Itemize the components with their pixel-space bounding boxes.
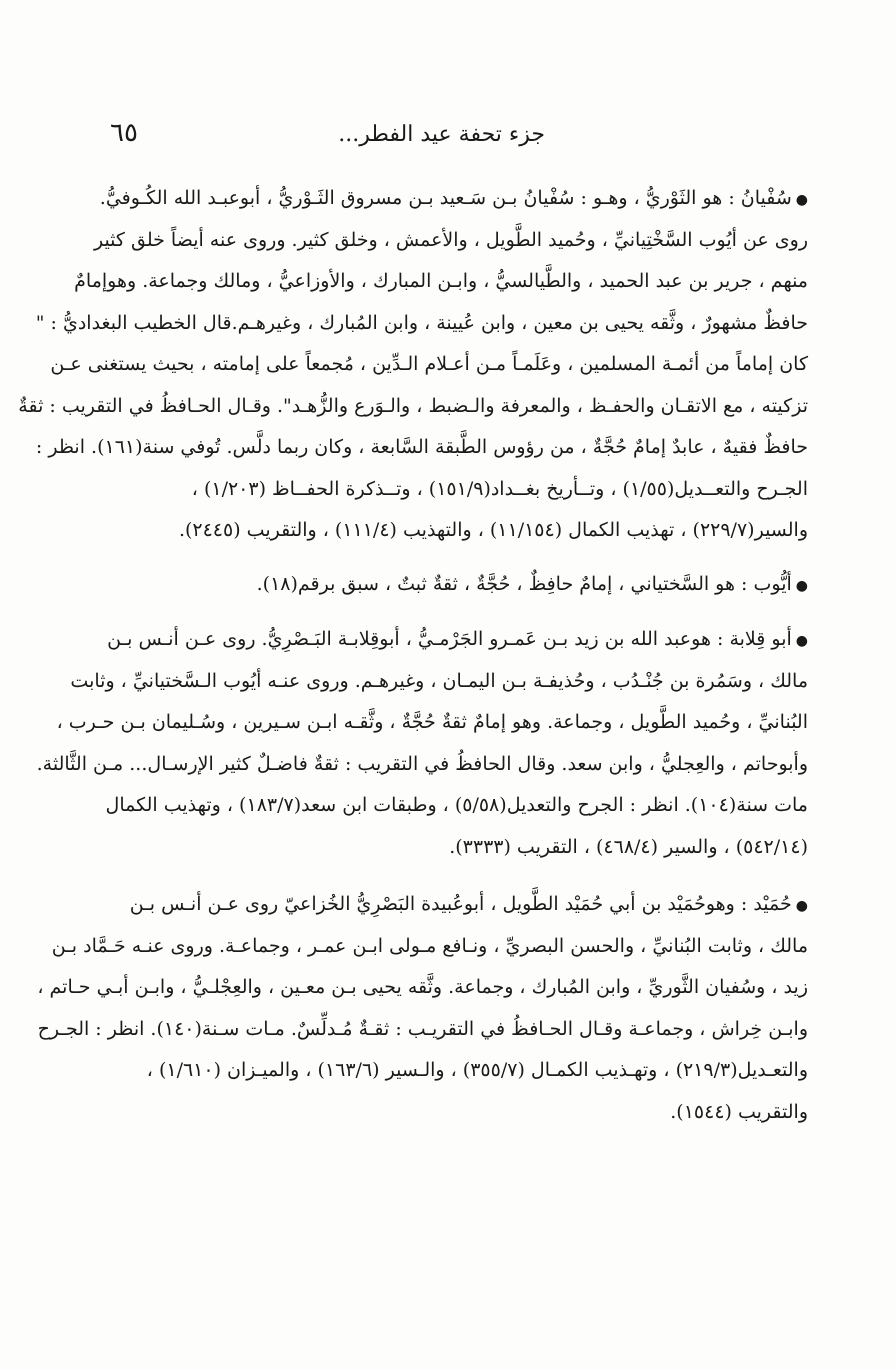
text-line: والتقريب (١٥٤٤).: [670, 1100, 808, 1123]
text-line: ●سُفْيانُ : هو الثَوْريُّ ، وهـو : سُفْيانُ بـن سَـعيد بـن مسروق الثَـوْريُّ ، أبوعبـد الله الكُـوفيُّ.: [99, 187, 808, 209]
text-line: تزكيته ، مع الاتقـان والحفـظ ، والمعرفة والـضبط ، والـوَرع والزُّهـد". وقـال الحـافظُ في التقريب : ثقةٌ: [18, 394, 808, 417]
text-line: مات سنة(١٠٤). انظر : الجرح والتعديل(٥/٥٨) ، وطبقات ابن سعد(١٨٣/٧) ، وتهذيب الكمال: [105, 794, 808, 816]
text-line: ●أبو قِلابة : هوعبد الله بن زيد بـن عَمـرو الجَرْمـيُّ ، أبوقِلابـة البَـصْرِيُّ. روى عـن أنـس بـن: [107, 628, 808, 650]
text-line: وأبوحاتم ، والعِجليُّ ، وابن سعد. وقال الحافظُ في التقريب : ثقةٌ فاضـلٌ كثير الإرسـال... مـن الثَّالثة.: [36, 752, 808, 775]
running-title: جزء تحفة عيد الفطر...: [338, 122, 545, 147]
text-line: ●أيُّوب : هو السَّختياني ، إمامٌ حافِظٌ ، حُجَّةٌ ، ثقةٌ ثبتٌ ، سبق برقم(١٨).: [256, 572, 808, 595]
text-line: وابـن خِراش ، وجماعـة وقـال الحـافظُ في التقريـب : ثقـةٌ مُـدلِّسٌ. مـات سـنة(١٤٠). انظر : الجـرح: [37, 1017, 808, 1040]
bullet-icon: ●: [795, 633, 808, 649]
entry-humayd: [37, 884, 808, 1133]
text-line: (٥٤٢/١٤) ، والسير (٤٦٨/٤) ، التقريب (٣٣٣٣).: [449, 835, 808, 858]
text-line: كان إماماً من أئمـة المسلمين ، وعَلَمـاً مـن أعـلام الـدِّين ، مُجمعاً على إمامته ، بحيث يستغنى عـن: [50, 353, 808, 375]
entry-sufyan: [18, 178, 808, 552]
text-line: البُنانيِّ ، وحُميد الطَّويل ، وجماعة. وهو إمامٌ ثقةٌ حُجَّةٌ ، وثَّقـه ابـن سـيرين ، وسُـليمان بـن حـرب ،: [56, 711, 808, 733]
bullet-icon: ●: [795, 192, 808, 208]
entry-abu-qilaba: [36, 619, 808, 868]
text-line: منهم ، جرير بن عبد الحميد ، والطَّيالسيُّ ، وابـن المبارك ، والأوزاعيُّ ، ومالك وجماعة. وهوإمامٌ: [74, 270, 808, 292]
text-line: والتعـديل(٢١٩/٣) ، وتهـذيب الكمـال (٣٥٥/٧) ، والـسير (١٦٣/٦) ، والميـزان (١/٦١٠) ،: [146, 1059, 808, 1081]
text-line: ●حُمَيْد : وهوحُمَيْد بن أبي حُمَيْد الطَّويل ، أبوعُبيدة البَصْرِيُّ الخُزاعيّ روى عـن أنـس بـن: [129, 893, 808, 915]
running-header: [110, 118, 770, 158]
bullet-icon: ●: [795, 898, 808, 914]
text-line: حافظٌ فقيهٌ ، عابدٌ إمامٌ حُجَّةٌ ، من رؤوس الطَّبقة السَّابعة ، وكان ربما دلَّس. تُوفي سنة(١٦١). انظر :: [35, 436, 808, 458]
text-line: حافظٌ مشهورٌ ، وثَّقه يحيى بن معين ، وابن عُيينة ، وابن المُبارك ، وغيرهـم.قال الخطيب البغداديُّ : ": [35, 311, 808, 334]
entry-ayyub: [100, 564, 808, 606]
bullet-icon: ●: [795, 577, 808, 594]
page-number: ٦٥: [110, 118, 138, 148]
text-line: مالك ، وسَمُرة بن جُنْـدُب ، وحُذيفـة بـن اليمـان ، وغيرهـم. وروى عنـه أيُوب الـسَّختيانيِّ ، وثابت: [70, 669, 808, 692]
text-line: والسير(٢٢٩/٧) ، تهذيب الكمال (١١/١٥٤) ، والتهذيب (١١١/٤) ، والتقريب (٢٤٤٥).: [178, 519, 808, 541]
page-body: [18, 178, 808, 1133]
text-line: زيد ، وسُفيان الثَّوريِّ ، وابن المُبارك ، وجماعة. وثَّقه يحيى بـن معـين ، والعِجْلـيُّ ، وابـن أبـي حـاتم ،: [37, 976, 808, 998]
text-line: روى عن أيُوب السَّخْتِيانيِّ ، وحُميد الطَّويل ، والأعمش ، وخلق كثير. وروى عنه أيضاً خلق كثير: [93, 228, 808, 251]
text-line: الجـرح والتعــديل(١/٥٥) ، وتــأريخ بغــداد(١٥١/٩) ، وتــذكرة الحفــاظ (١/٢٠٣) ،: [191, 477, 808, 500]
text-line: مالك ، وثابت البُنانيِّ ، والحسن البصريِّ ، ونـافع مـولى ابـن عمـر ، وجماعـة. وروى عنـه حَـمَّاد بـن: [51, 934, 808, 957]
